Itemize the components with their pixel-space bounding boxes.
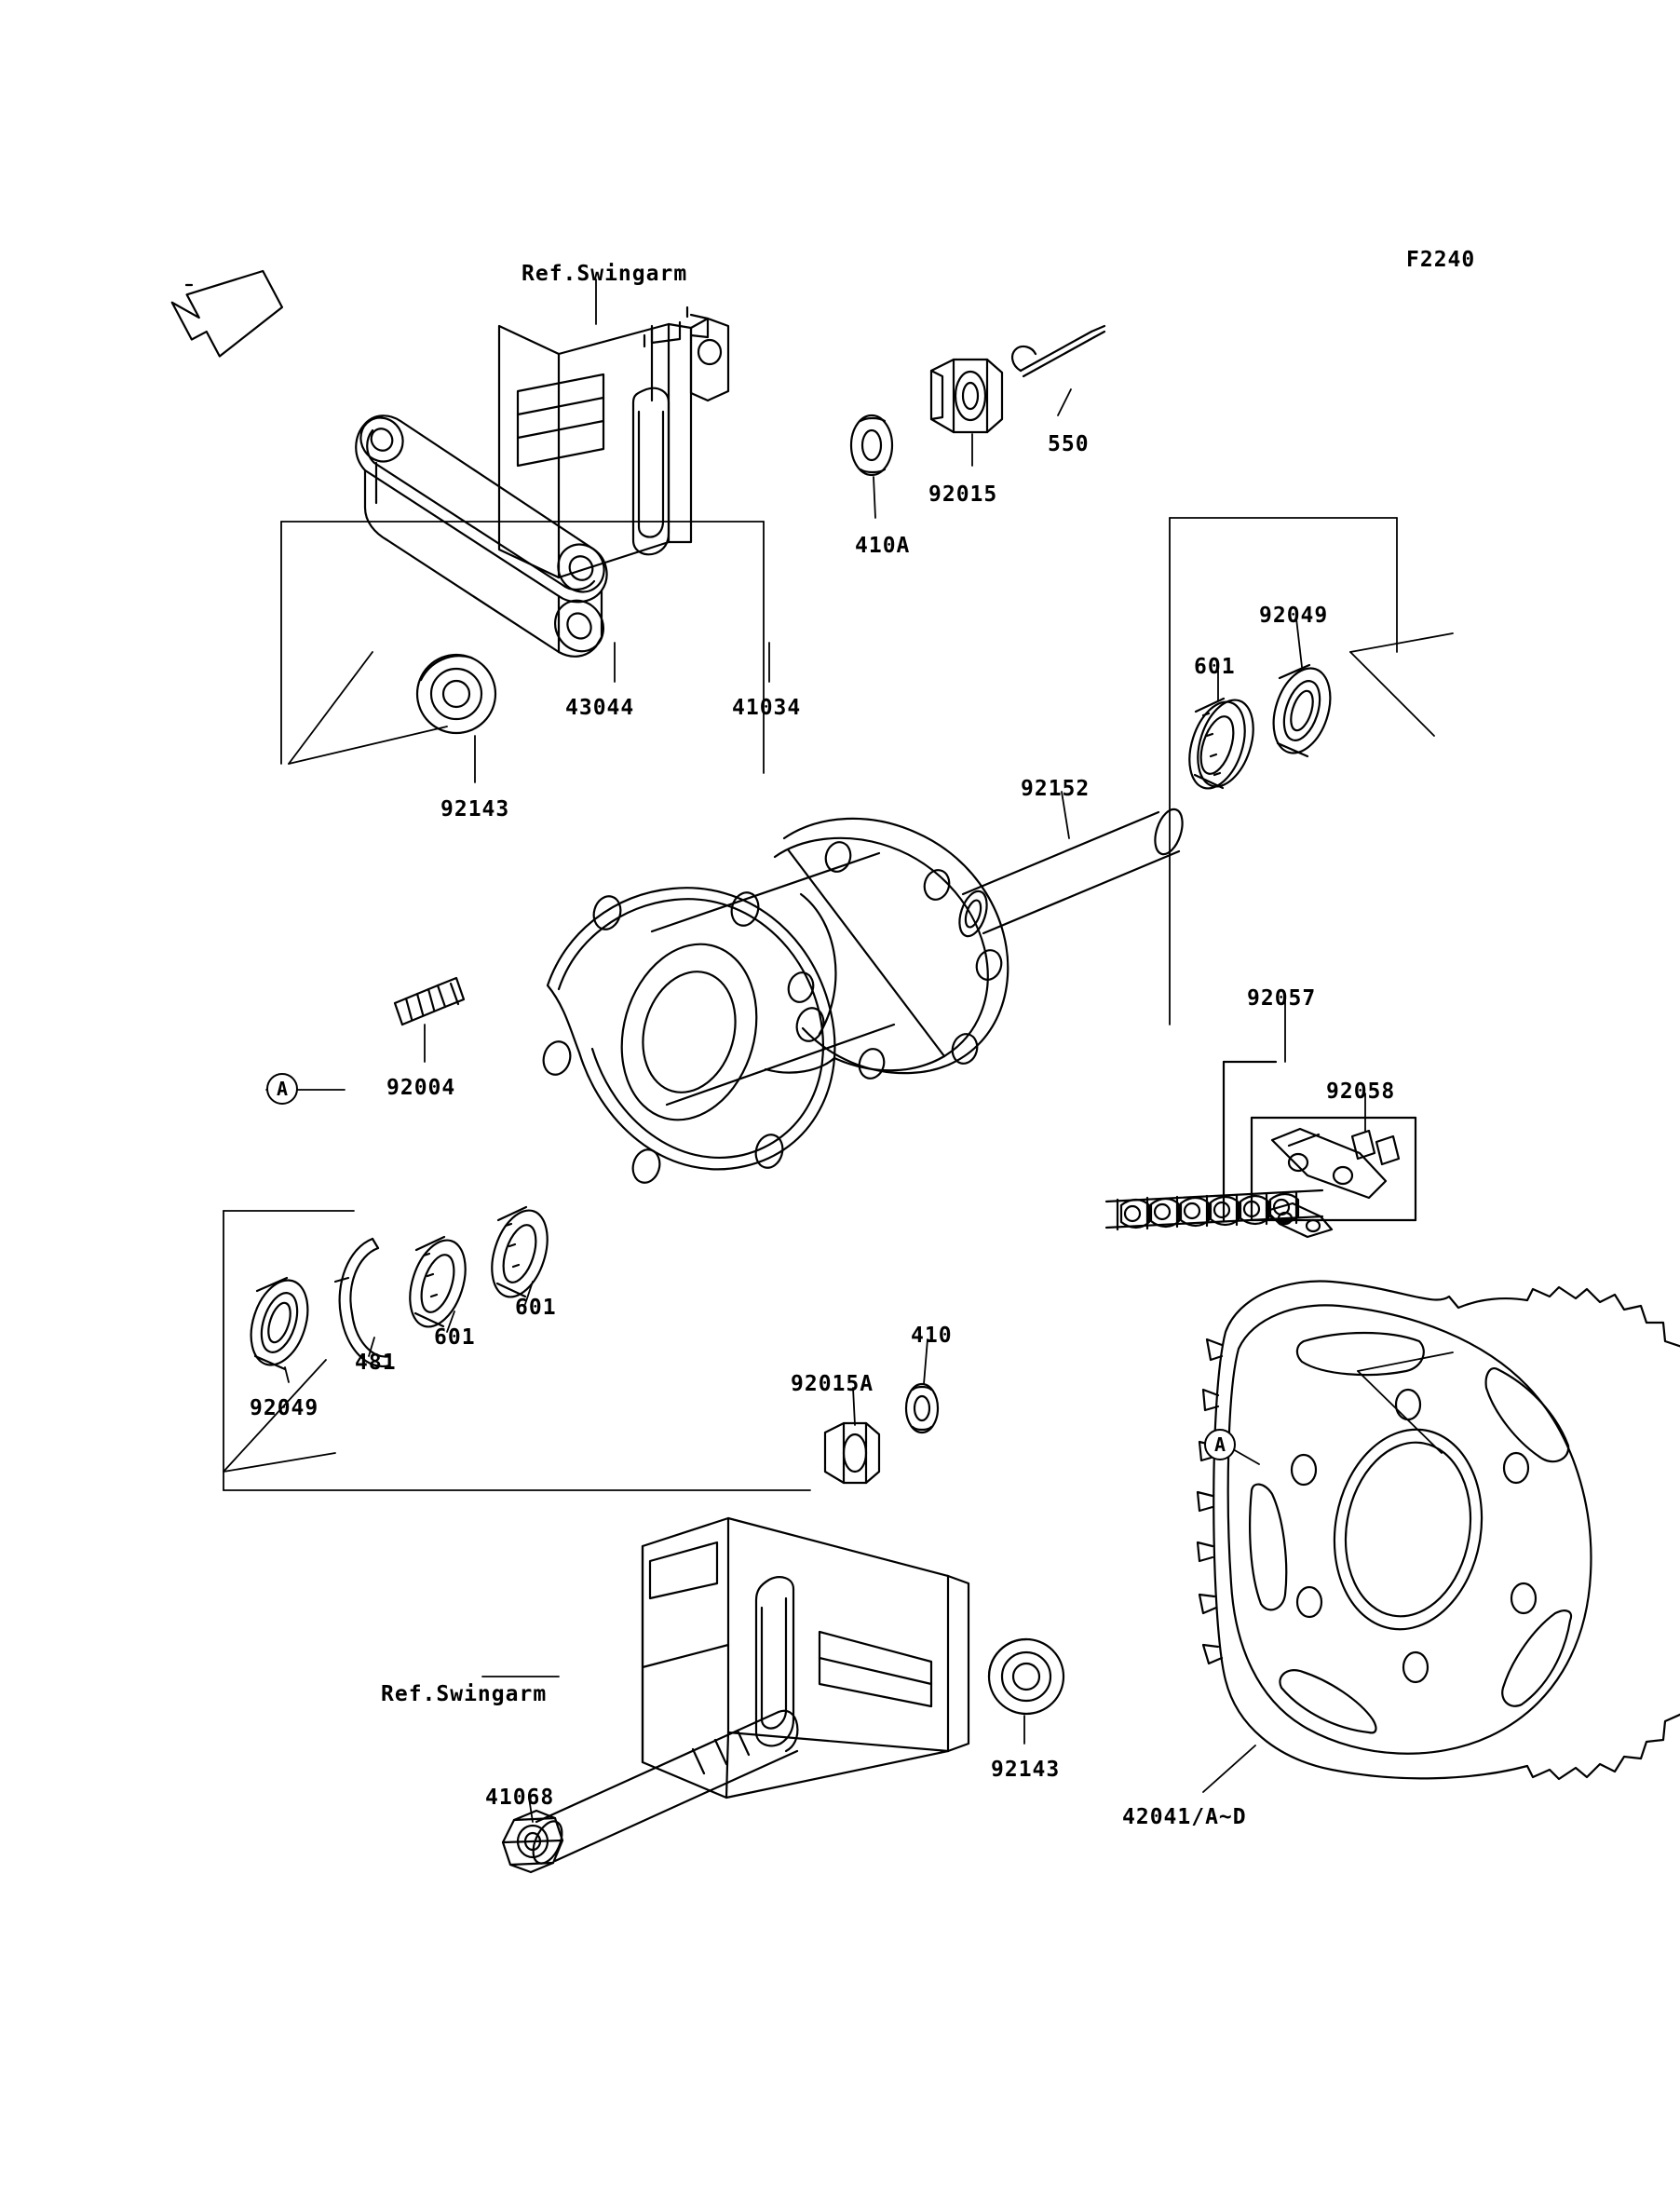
label-part-92049-right: 92049 bbox=[1259, 604, 1329, 628]
cotter-pin-550 bbox=[1012, 326, 1104, 376]
label-part-601-right: 601 bbox=[1194, 655, 1236, 679]
washer-410A bbox=[851, 415, 892, 475]
oil-seal-92049-right bbox=[1264, 661, 1340, 761]
label-part-41068: 41068 bbox=[485, 1786, 555, 1810]
stud-92004 bbox=[395, 978, 464, 1025]
label-part-41034: 41034 bbox=[732, 696, 802, 720]
label-part-481: 481 bbox=[355, 1351, 397, 1375]
label-part-92015A: 92015A bbox=[791, 1372, 874, 1396]
bearing-601-right bbox=[1179, 693, 1263, 795]
label-part-601-lower-left: 601 bbox=[434, 1325, 476, 1350]
label-part-42041: 42041/A~D bbox=[1122, 1805, 1247, 1829]
front-arrow-icon bbox=[172, 258, 289, 364]
collar-92143-bottom bbox=[989, 1639, 1064, 1714]
callout-a-sprocket: A bbox=[1204, 1429, 1236, 1460]
drive-chain-92057 bbox=[1106, 1190, 1322, 1229]
leader-lines bbox=[266, 279, 1365, 1822]
figure-code: F2240 bbox=[1406, 248, 1476, 272]
rear-hub-41034 bbox=[540, 819, 1009, 1186]
swingarm-tab bbox=[691, 319, 728, 401]
label-part-92152: 92152 bbox=[1021, 777, 1091, 801]
label-part-550: 550 bbox=[1048, 432, 1090, 456]
swingarm-bottom bbox=[643, 1518, 969, 1798]
label-part-43044: 43044 bbox=[565, 696, 635, 720]
circlip-481 bbox=[335, 1239, 389, 1366]
label-part-92058: 92058 bbox=[1326, 1080, 1396, 1104]
label-part-92049-left: 92049 bbox=[250, 1396, 319, 1420]
nut-92015 bbox=[931, 360, 1002, 432]
label-part-601-lower-right: 601 bbox=[515, 1296, 557, 1320]
label-part-92057: 92057 bbox=[1247, 986, 1317, 1011]
collar-92143-top bbox=[417, 655, 495, 733]
label-ref-swingarm-bottom: Ref.Swingarm bbox=[381, 1682, 548, 1706]
swingarm-top bbox=[499, 307, 708, 577]
label-part-92143-bottom: 92143 bbox=[991, 1758, 1061, 1782]
label-part-410: 410 bbox=[911, 1324, 953, 1348]
collar-92152 bbox=[955, 806, 1187, 940]
label-part-92004: 92004 bbox=[386, 1076, 456, 1100]
label-part-92015: 92015 bbox=[928, 482, 998, 507]
washer-410 bbox=[906, 1384, 938, 1433]
brake-torque-link bbox=[353, 410, 614, 660]
label-part-92143-top: 92143 bbox=[440, 797, 510, 822]
nut-92015A bbox=[825, 1423, 879, 1483]
bearing-601-left-outer bbox=[481, 1203, 557, 1304]
bearing-601-left-inner bbox=[400, 1233, 475, 1334]
label-ref-swingarm-top: Ref.Swingarm bbox=[522, 262, 688, 286]
callout-a-left: A bbox=[266, 1073, 298, 1105]
label-part-410A: 410A bbox=[855, 534, 911, 558]
oil-seal-92049-left bbox=[241, 1273, 318, 1373]
